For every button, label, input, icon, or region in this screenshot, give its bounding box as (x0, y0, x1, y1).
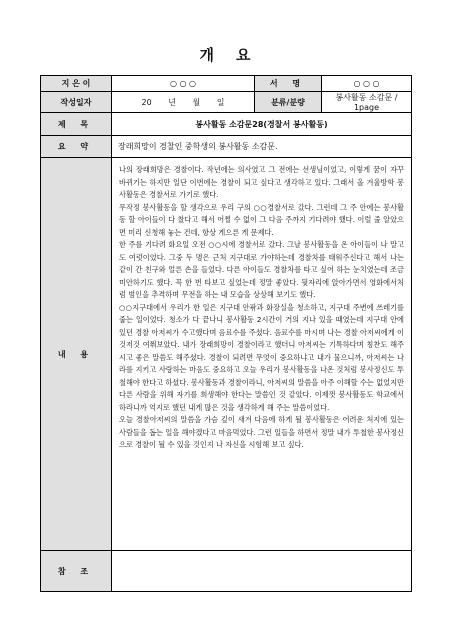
reference-row (41, 551, 412, 592)
content-paragraph: 한 주를 기다려 화요일 오전 ○○시에 경찰서로 갔다. 그날 봉사활동을 온 아이들이 나 말고도 여럿이었다. 그중 두 명은 근처 지구대로 가야하는데 경찰차를 태워주신다고 해서 나는 같이 간 친구와 얼른 손을 들었다. 다른 아이들도 경찰차를 타고 싶어 하는 눈치였는데 조금 미안하기도 했다. 꼭 한 번 타보고 싶었는데 정말 좋았다. 뒷자리에 앉아가면서 영화에서처럼 범인을 추격하며 무전을 하는 내 모습을 상상해 보기도 했다. (119, 240, 404, 299)
summary-row (41, 136, 412, 158)
author-row (41, 76, 412, 92)
date-row (41, 92, 412, 113)
summary-value[interactable]: 장래희망이 경찰인 중학생의 봉사활동 소감문. (112, 136, 412, 158)
content-text (119, 164, 404, 452)
signature-value[interactable]: ○ ○ ○ (322, 76, 412, 92)
page-title-char-1: 개 (199, 46, 214, 64)
title-label: 제 목 (41, 113, 112, 136)
page-title-char-2: 요 (236, 46, 251, 64)
content-paragraph: ○○지구대에서 우리가 한 일은 지구대 안팎과 화장실을 청소하고, 지구대 주변에 쓰레기를 줍는 일이었다. 청소가 다 끝나니 봉사활동 2시간이 거의 지나 있을 때였는데 지구대 안에 있던 경찰 아저씨가 수고했다며 음료수를 주셨다. 음료수를 마시며 나는 경찰 아저씨에게 이것저것 여쭤보았다. 내가 장래희망이 경찰이라고 했더니 아저씨는 기특하다며 칭찬도 해주시고 좋은 말씀도 해주셨다. 경찰이 되려면 무엇이 중요하냐고 내가 물으니까, 아저씨는 나라를 지키고 사랑하는 마음도 중요하고 오늘 우리가 봉사활동을 나온 것처럼 봉사정신도 투철해야 한다고 하셨다. 봉사활동과 경찰이라니, 아저씨의 말씀을 아주 이해할 수는 없었지만 다른 사람을 위해 자기를 희생해야 한다는 말씀인 것 같았다. 이제껏 봉사활동도 학교에서 하라니까 억지로 했던 내게 많은 것을 생각하게 해 주는 말씀이었다. (119, 302, 404, 412)
reference-value[interactable] (112, 551, 412, 592)
content-paragraph: 무작정 봉사활동을 할 생각으로 우리 구의 ○○경찰서로 갔다. 그런데 그 주 안에는 봉사활동 할 아이들이 다 찼다고 해서 어쩔 수 없이 그 다음 주까지 기다려야 했다. 이럴 줄 알았으면 미리 신청해 놓는 건데, 항상 게으른 게 문제다. (119, 202, 404, 237)
date-value[interactable]: 20 년 월 일 (112, 92, 255, 113)
summary-label: 요 약 (41, 136, 112, 158)
page-title (0, 44, 450, 65)
author-label: 지 은 이 (41, 76, 112, 92)
signature-label: 서 명 (255, 76, 322, 92)
content-paragraph: 오늘 경찰아저씨의 말씀을 가슴 깊이 새겨 다음에 하게 될 봉사활동은 어려운 처지에 있는 사람들을 돕는 일을 해야겠다고 마음먹었다. 그런 일들을 하면서 정말 내가 투철한 봉사정신으로 경찰이 될 수 있을 것인지 나 자신을 시험해 보고 싶다. (119, 415, 404, 449)
title-row (41, 113, 412, 136)
category-label: 분류/분량 (255, 92, 322, 113)
content-row (41, 158, 412, 551)
content-paragraph: 나의 장래희망은 경찰이다. 작년에는 의사였고 그 전에는 선생님이었고, 이렇게 꿈이 자꾸 바뀌기는 하지만 일단 이번에는 경찰이 되고 싶다고 생각하고 있다. 그래서 올 겨울방학 봉사활동은 경찰서로 가기로 했다. (119, 165, 404, 199)
reference-label: 참 조 (41, 551, 112, 592)
date-label: 작성일자 (41, 92, 112, 113)
content-label: 내 용 (41, 158, 112, 551)
category-value[interactable]: 봉사활동 소감문 / 1page (322, 92, 412, 113)
document-title[interactable]: 봉사활동 소감문28(경찰서 봉사활동) (112, 113, 412, 136)
content-cell[interactable] (112, 158, 412, 551)
author-value[interactable]: ○ ○ ○ (112, 76, 255, 92)
overview-form (40, 75, 412, 592)
